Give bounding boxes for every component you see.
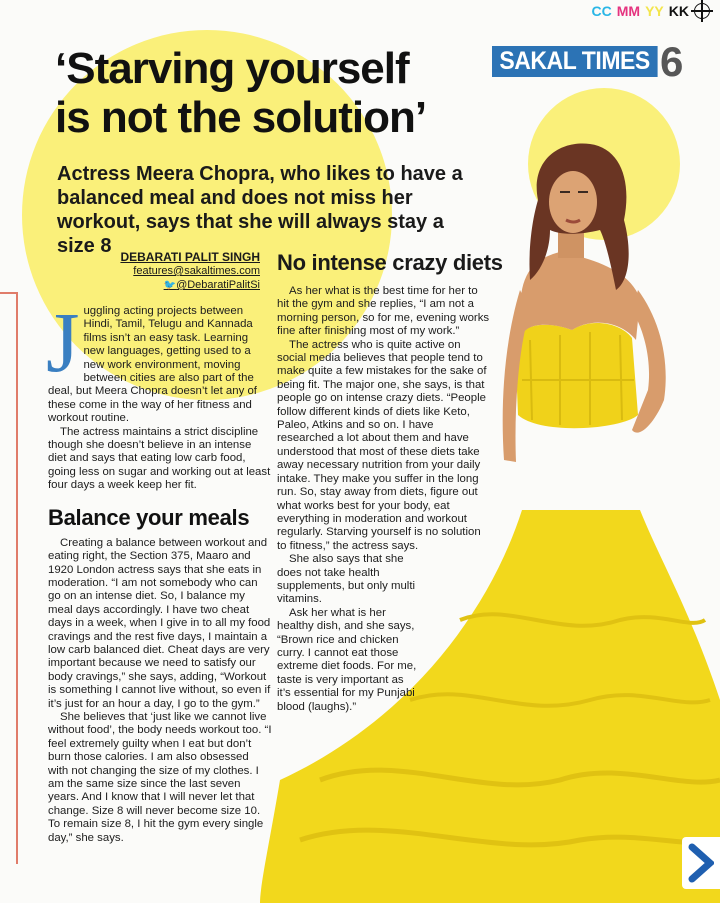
headline-line-2: is not the solution’: [55, 93, 427, 142]
standfirst-actress-name: Meera Chopra,: [135, 163, 275, 185]
page-number: 6: [660, 38, 684, 85]
body-paragraph: The actress who is quite active on social media believes that people tend to make quite a few mistakes for the sake of being fit. The major one, she says, is that people go on intense crazy diets. “People follow different kinds of diets like Keto, Paleo, Atkins and so on. I have researched a lot about them and have understood that most of these diets take away necessary nutrition from your daily intake. They make you suffer in the long run. So, stay away from diets, figure out what works best for your body, eat everything in moderation and workout regularly. Starving yourself is no solution to fitness,” the actress says.: [277, 338, 487, 552]
margin-rule: [0, 292, 18, 864]
yellow-mark: YY: [645, 3, 664, 19]
chevron-right-icon: [688, 843, 714, 883]
headline-line-1: ‘Starving yourself: [55, 44, 409, 93]
author-email[interactable]: features@sakaltimes.com: [133, 265, 260, 277]
next-page-button[interactable]: [682, 837, 720, 889]
standfirst-text-1: Actress: [57, 163, 136, 185]
author-name: DEBARATI PALIT SINGH: [120, 250, 260, 264]
article-column-2: [277, 285, 491, 714]
cyan-mark: CC: [591, 3, 612, 19]
body-paragraph: She also says that she does not take health supplements, but only multi vitamins.: [277, 553, 416, 606]
subhead-balance-your-meals: Balance your meals: [48, 504, 250, 530]
print-registration-marks: [592, 3, 710, 19]
body-paragraph: As her what is the best time for her to hit the gym and she replies, “I am not a morning person, so for me, evening works fine after finishing most of my work.”: [277, 285, 490, 338]
intro-text: uggling acting projects between Hindi, Tamil, Telugu and Kannada films isn’t an easy task. Learning new languages, getting used to a new work environment, moving between cities are also part of the deal, but Meera Chopra doesn’t let any of these come in the way of her fitness and workout routine.: [48, 305, 257, 425]
dropcap-letter: J: [46, 294, 80, 390]
black-mark: KK: [668, 3, 689, 19]
body-paragraph: She believes that ‘just like we cannot live without food’, the body needs workout too. “I feel extremely guilty when I eat but don’t burn those calories. I am also obsessed with not changing the size of my clothes. I am the same size since the last seven years. And I know that I will never let that change. Size 8 will never become size 10. To remain size 8, I hit the gym every single day,” she says.: [48, 710, 272, 844]
author-twitter[interactable]: 🐦@DebaratiPalitSi: [163, 279, 260, 291]
standfirst-text-2: who likes to have a balanced meal and does not miss her workout, says that she will always stay a size 8: [57, 163, 463, 257]
twitter-handle: @DebaratiPalitSi: [176, 279, 260, 291]
byline: [30, 250, 260, 293]
intro-paragraph: [46, 294, 272, 426]
subhead-no-intense-crazy-diets: No intense crazy diets: [277, 250, 503, 275]
body-paragraph: The actress maintains a strict discipline though she doesn’t believe in an intense diet and says that eating low carb food, going less on sugar and working out at least four days a week keep her fit.: [48, 425, 271, 492]
article-headline: [55, 44, 426, 142]
newspaper-masthead: SAKAL TIMES: [492, 46, 657, 77]
body-paragraph: Ask her what is her healthy dish, and she says, “Brown rice and chicken curry. I cannot eat those extreme diet foods. For me, taste is very important as it’s essential for my Punjabi blood (laughs).”: [277, 606, 417, 713]
body-paragraph: Creating a balance between workout and eating right, the Section 375, Maaro and 1920 London actress says that she eats in moderation. “I am not somebody who can go on an intense diet. So, I balance my meal days accordingly. I have two cheat days in a week, when I give in to all my food cravings and the rest five days, I maintain a low carb balanced diet. Cheat days are very important because we need to satisfy our body cravings,” she says, adding, “Workout is something I cannot live without, so even if it’s just for an hour a day, I go to the gym.”: [48, 536, 271, 710]
registration-crosshair-icon: [694, 3, 710, 19]
article-column-1: [46, 294, 272, 845]
magenta-mark: MM: [616, 3, 641, 19]
